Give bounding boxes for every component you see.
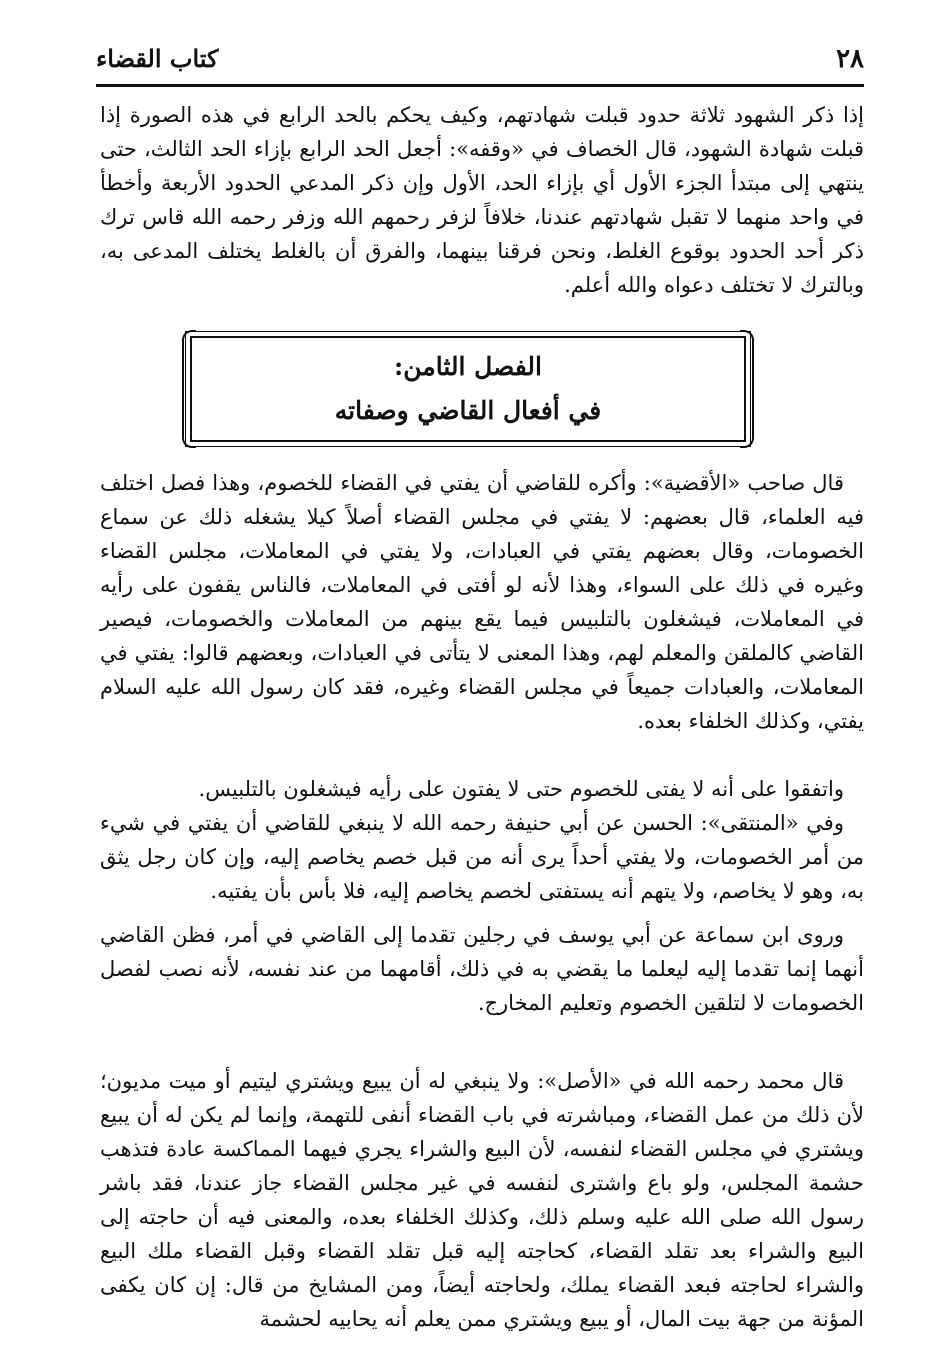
header-rule: [96, 84, 864, 87]
page-header: [96, 40, 864, 84]
chapter-number: الفصل الثامن:: [394, 352, 542, 381]
paragraph-2: واتفقوا على أنه لا يفتى للخصوم حتى لا يفتون على رأيه فيشغلون بالتلبيس.: [198, 777, 844, 801]
paragraph-4: وروى ابن سماعة عن أبي يوسف في رجلين تقدما إلى القاضي في أمر، فظن القاضي أنهما إنما تقدما إليه ليعلما ما يقضي به في ذلك، أقامهما من عند نفسه، لأنه نصب لفصل الخصومات لا لتلقين الخصوم وتعليم المخارج.: [100, 923, 864, 1015]
chapter-title: في أفعال القاضي وصفاته: [334, 396, 602, 425]
paragraph-3: وفي «المنتقى»: الحسن عن أبي حنيفة رحمه الله لا ينبغي للقاضي أن يفتي في شيء من أمر الخصومات، ولا يفتي أحداً يرى أنه من قبل خصم يخاصم إليه، وإن كان رجل يثق به، وهو لا يخاصم، ولا يتهم أنه يستفتى لخصم يخاصم إليه، فلا بأس بأن يفتيه.: [100, 811, 864, 903]
chapter-title-box: [190, 336, 746, 442]
intro-paragraph: إذا ذكر الشهود ثلاثة حدود قبلت شهادتهم، وكيف يحكم بالحد الرابع في هذه الصورة إذا قبلت شهادة الشهود، قال الخصاف في «وقفه»: أجعل الحد الرابع بإزاء الحد الثالث، حتى ينتهي إلى مبتدأ الجزء الأول أي بإزاء الحد، الأول وإن ذكر المدعي الحدود الأربعة وأخطأ في واحد منهما لا تقبل شهادتهم عندنا، خلافاً لزفر رحمهم الله وزفر رحمه الله قاس ترك ذكر أحد الحدود بوقوع الغلط، ونحن فرقنا بينهما، والفرق أن بالغلط يختلف المدعى به، وبالترك لا تختلف دعواه والله أعلم.: [100, 103, 864, 297]
paragraph-1: قال صاحب «الأقضية»: وأكره للقاضي أن يفتي في القضاء للخصوم، وهذا فصل اختلف فيه العلماء، قال بعضهم: لا يفتي في مجلس القضاء أصلاً كيلا يشغله ذلك عن سماع الخصومات، وقال بعضهم يفتي في العبادات، ولا يفتي في المعاملات، مجلس القضاء وغيره في ذلك على السواء، وهذا لأنه لو أفتى في المعاملات، فالناس يقفون على رأيه في المعاملات، فيشغلون بالتلبيس فيما يقع بينهم من المعاملات والخصومات، فيصير القاضي كالملقن والمعلم لهم، وهذا المعنى لا يتأتى في العبادات، وبعضهم قالوا: يفتي في المعاملات، والعبادات جميعاً في مجلس القضاء وغيره، فقد كان رسول الله عليه السلام يفتي، وكذلك الخلفاء بعده.: [100, 471, 864, 733]
running-title: كتاب القضاء: [96, 44, 219, 73]
paragraph-5: قال محمد رحمه الله في «الأصل»: ولا ينبغي له أن يبيع ويشتري ليتيم أو ميت مديون؛ لأن ذلك من عمل القضاء، ومباشرته في باب القضاء أنفى للتهمة، وإنما لم يكن له أن يبيع ويشتري في مجلس القضاء لنفسه، لأن البيع والشراء يجري فيهما المماكسة عادة فتذهب حشمة المجلس، ولو باع واشترى لنفسه في غير مجلس القضاء جاز عندنا، فقد باشر رسول الله صلى الله عليه وسلم ذلك، وكذلك الخلفاء بعده، والمعنى فيه أن حاجته إلى البيع والشراء بعد تقلد القضاء، كحاجته إليه قبل تقلد القضاء وقبل القضاء ملك البيع والشراء لحاجته فبعد القضاء يملك، ولحاجته أيضاً، ومن المشايخ من قال: إن كان يكفى المؤنة من جهة بيت المال، أو يبيع ويشتري ممن يعلم أنه يحابيه لحشمة: [100, 1069, 864, 1331]
page-number: ٢٨: [836, 44, 864, 74]
